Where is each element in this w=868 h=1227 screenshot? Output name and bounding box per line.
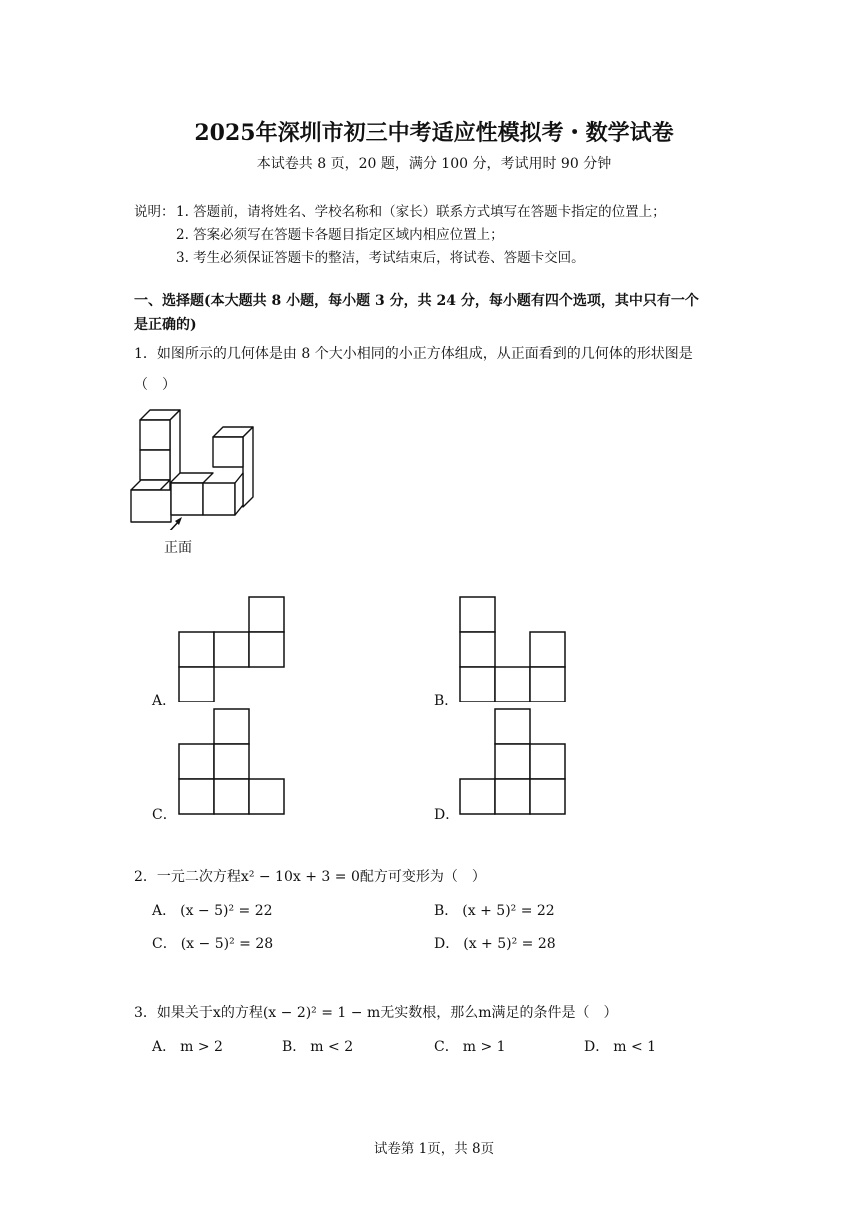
question-3-text: 3．如果关于x的方程(x − 2)² = 1 − m无实数根，那么m满足的条件是（ ） [134, 1005, 618, 1021]
q3-option-d: D． m < 1 [584, 1039, 657, 1055]
instruction-item-3: 3. 考生必须保证答题卡的整洁，考试结束后，将试卷、答题卡交回。 [176, 250, 585, 266]
instruction-item-2: 2. 答案必须写在答题卡各题目指定区域内相应位置上； [176, 227, 504, 243]
question-2-suffix: 配方可变形为（ ） [359, 869, 486, 885]
front-label: 正面 [164, 540, 192, 556]
page-footer: 试卷第 1页，共 8页 [373, 1141, 495, 1157]
option-a-figure [178, 596, 288, 702]
section-heading-line2: 是正确的) [134, 317, 197, 333]
exam-title: 2025年深圳市初三中考适应性模拟考・数学试卷 [194, 120, 674, 146]
q3-option-c: C． m > 1 [434, 1039, 506, 1055]
option-a-label: A． [152, 693, 177, 709]
option-d-label: D． [434, 807, 460, 823]
cube-solid-figure [128, 405, 263, 530]
question-2-prefix: 2．一元二次方程 [134, 869, 241, 885]
exam-subtitle: 本试卷共 8 页，20 题，满分 100 分，考试用时 90 分钟 [256, 156, 612, 172]
question-2-text [134, 866, 486, 886]
question-3-equation: (x − 2)² = 1 − m [262, 1005, 381, 1021]
q2-option-c: C． (x − 5)² = 28 [152, 936, 274, 952]
option-b-figure [459, 596, 569, 702]
q2-option-a: A． (x − 5)² = 22 [152, 903, 273, 919]
question-2-equation: x² − 10x + 3 = 0 [240, 869, 360, 885]
variable-m: m [478, 1005, 492, 1021]
q2-option-d: D． (x + 5)² = 28 [434, 936, 556, 952]
section-heading-line1: 一、选择题(本大题共 8 小题，每小题 3 分，共 24 分，每小题有四个选项，其中只有一个 [134, 293, 699, 309]
q2-option-b: B． (x + 5)² = 22 [434, 903, 555, 919]
question-1-text: 1．如图所示的几何体是由 8 个大小相同的小正方体组成，从正面看到的几何体的形状图是 [134, 346, 693, 362]
q3-option-b: B． m < 2 [282, 1039, 354, 1055]
variable-x: x [212, 1005, 221, 1021]
option-c-label: C． [152, 807, 177, 823]
option-c-figure [178, 708, 290, 816]
option-d-figure [459, 708, 571, 816]
question-1-blank: （ ） [134, 377, 176, 393]
cube-stack [131, 410, 253, 522]
q3-option-a: A． m > 2 [152, 1039, 223, 1055]
instructions-lead: 说明： [134, 204, 175, 220]
option-b-label: B． [434, 693, 459, 709]
instruction-item-1: 1. 答题前，请将姓名、学校名称和（家长）联系方式填写在答题卡指定的位置上； [176, 204, 666, 220]
